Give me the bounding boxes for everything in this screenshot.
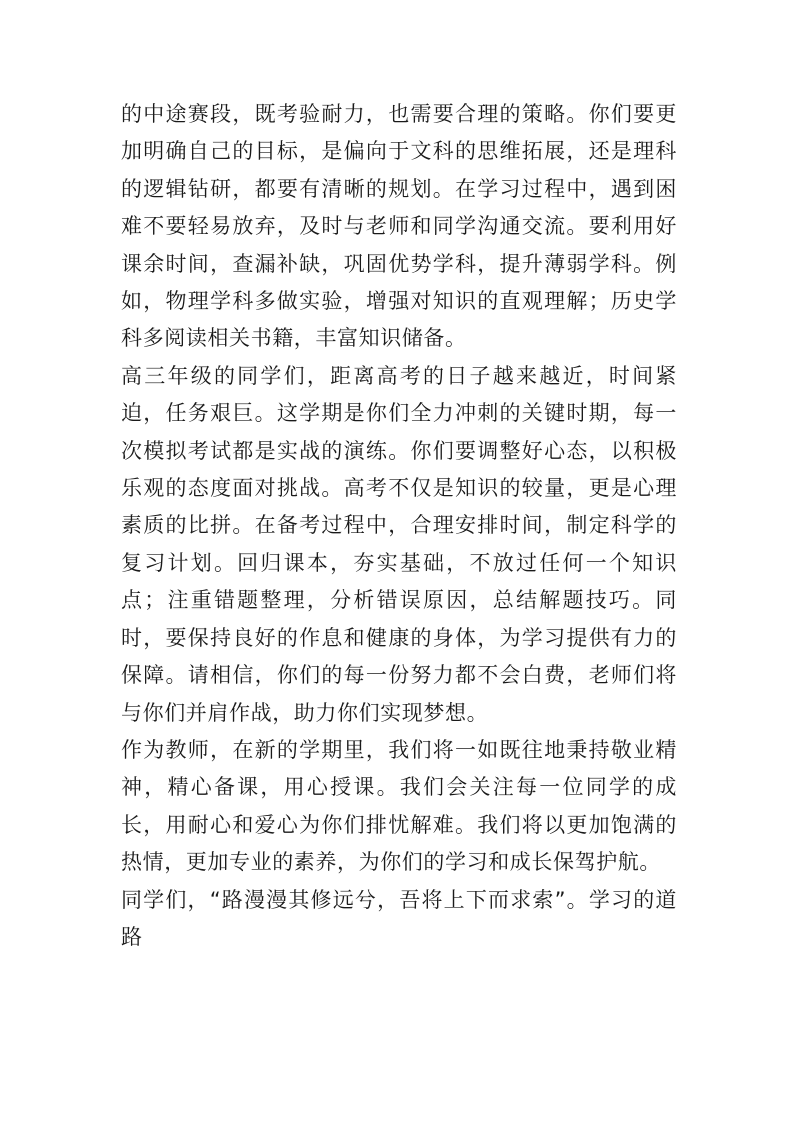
speech-body [121, 96, 677, 956]
paragraph-senior-grade: 高三年级的同学们，距离高考的日子越来越近，时间紧迫，任务艰巨。这学期是你们全力冲刺的关键时期，每一次模拟考试都是实战的演练。你们要调整好心态，以积极乐观的态度面对挑战。高考不仅是知识的较量，更是心理素质的比拼。在备考过程中，合理安排时间，制定科学的复习计划。回归课本，夯实基础，不放过任何一个知识点；注重错题整理，分析错误原因，总结解题技巧。同时，要保持良好的作息和健康的身体，为学习提供有力的保障。请相信，你们的每一份努力都不会白费，老师们将与你们并肩作战，助力你们实现梦想。 [121, 363, 677, 725]
paragraph-teachers: 作为教师，在新的学期里，我们将一如既往地秉持敬业精神，精心备课，用心授课。我们会关注每一位同学的成长，用耐心和爱心为你们排忧解难。我们将以更加饱满的热情，更加专业的素养，为你们的学习和成长保驾护航。 [121, 737, 677, 875]
paragraph-middle-grade: 的中途赛段，既考验耐力，也需要合理的策略。你们要更加明确自己的目标，是偏向于文科的思维拓展，还是理科的逻辑钻研，都要有清晰的规划。在学习过程中，遇到困难不要轻易放弃，及时与老师和同学沟通交流。要利用好课余时间，查漏补缺，巩固优势学科，提升薄弱学科。例如，物理学科多做实验，增强对知识的直观理解；历史学科多阅读相关书籍，丰富知识储备。 [121, 102, 677, 351]
paragraph-closing: 同学们，“路漫漫其修远兮，吾将上下而求索”。学习的道路 [121, 887, 677, 949]
